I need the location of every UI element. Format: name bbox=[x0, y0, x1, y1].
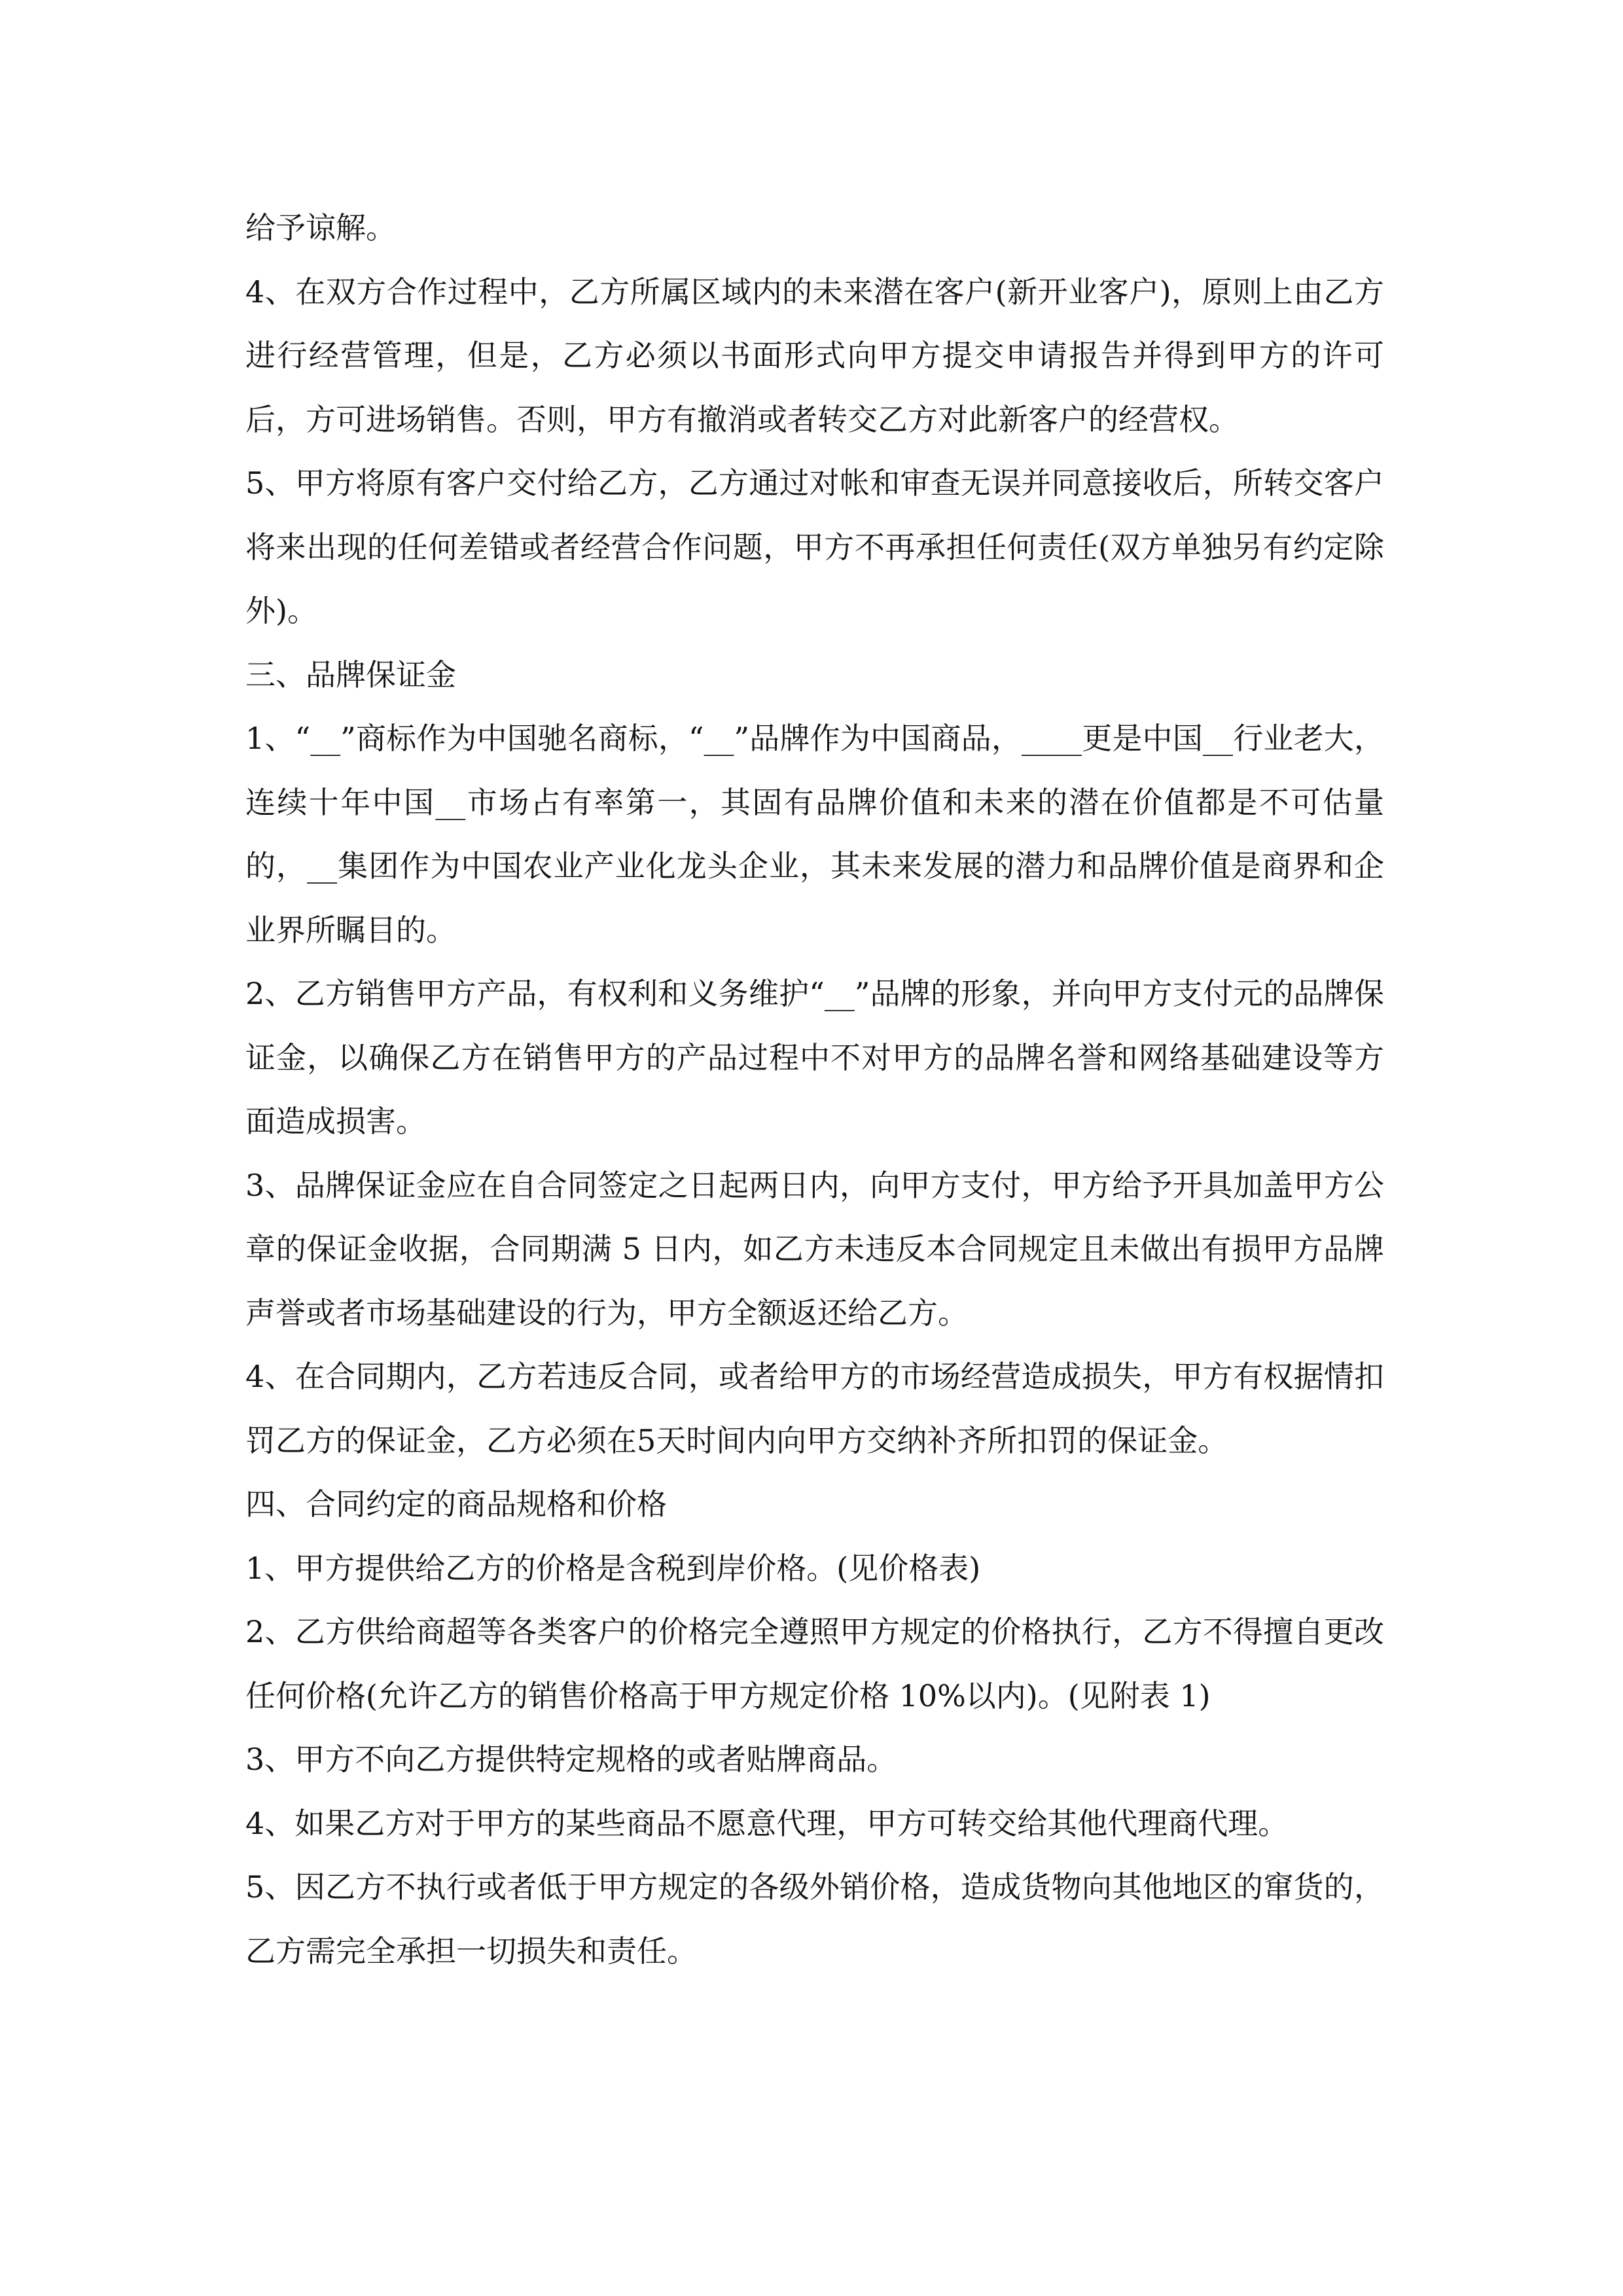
paragraph-continuation: 给予谅解。 bbox=[245, 210, 396, 245]
document-page bbox=[245, 196, 1384, 1983]
section-heading-specs-and-prices: 四、合同约定的商品规格和价格 bbox=[245, 1486, 667, 1522]
paragraph-clause-3-3: 3、品牌保证金应在自合同签定之日起两日内，向甲方支付，甲方给予开具加盖甲方公章的保证金收据，合同期满 5 日内，如乙方未违反本合同规定且未做出有损甲方品牌声誉或者市场基础建设的行为，甲方全额返还给乙方。 bbox=[245, 1167, 1384, 1331]
paragraph-clause-3-4: 4、在合同期内，乙方若违反合同，或者给甲方的市场经营造成损失，甲方有权据情扣罚乙方的保证金，乙方必须在5天时间内向甲方交纳补齐所扣罚的保证金。 bbox=[245, 1359, 1384, 1458]
paragraph-clause-4-1: 1、甲方提供给乙方的价格是含税到岸价格。(见价格表) bbox=[245, 1550, 981, 1586]
paragraph-clause-4-2: 2、乙方供给商超等各类客户的价格完全遵照甲方规定的价格执行，乙方不得擅自更改任何价格(允许乙方的销售价格高于甲方规定价格 10%以内)。(见附表 1) bbox=[245, 1614, 1384, 1713]
paragraph-clause-3-1: 1、“__”商标作为中国驰名商标，“__”品牌作为中国商品，____更是中国__行业老大，连续十年中国__市场占有率第一，其固有品牌价值和未来的潜在价值都是不可估量的，__集团作为中国农业产业化龙头企业，其未来发展的潜力和品牌价值是商界和企业界所瞩目的。 bbox=[245, 721, 1384, 948]
paragraph-clause-2-5: 5、甲方将原有客户交付给乙方，乙方通过对帐和审查无误并同意接收后，所转交客户将来出现的任何差错或者经营合作问题，甲方不再承担任何责任(双方单独另有约定除外)。 bbox=[245, 465, 1384, 628]
paragraph-clause-4-5: 5、因乙方不执行或者低于甲方规定的各级外销价格，造成货物向其他地区的窜货的，乙方需完全承担一切损失和责任。 bbox=[245, 1869, 1384, 1969]
paragraph-clause-4-4: 4、如果乙方对于甲方的某些商品不愿意代理，甲方可转交给其他代理商代理。 bbox=[245, 1805, 1289, 1841]
paragraph-clause-3-2: 2、乙方销售甲方产品，有权利和义务维护“__”品牌的形象，并向甲方支付元的品牌保证金，以确保乙方在销售甲方的产品过程中不对甲方的品牌名誉和网络基础建设等方面造成损害。 bbox=[245, 976, 1384, 1139]
paragraph-clause-4-3: 3、甲方不向乙方提供特定规格的或者贴牌商品。 bbox=[245, 1742, 897, 1777]
paragraph-clause-2-4: 4、在双方合作过程中，乙方所属区域内的未来潜在客户(新开业客户)，原则上由乙方进行经营管理，但是，乙方必须以书面形式向甲方提交申请报告并得到甲方的许可后，方可进场销售。否则，甲方有撤消或者转交乙方对此新客户的经营权。 bbox=[245, 274, 1384, 437]
section-heading-brand-deposit: 三、品牌保证金 bbox=[245, 656, 456, 692]
